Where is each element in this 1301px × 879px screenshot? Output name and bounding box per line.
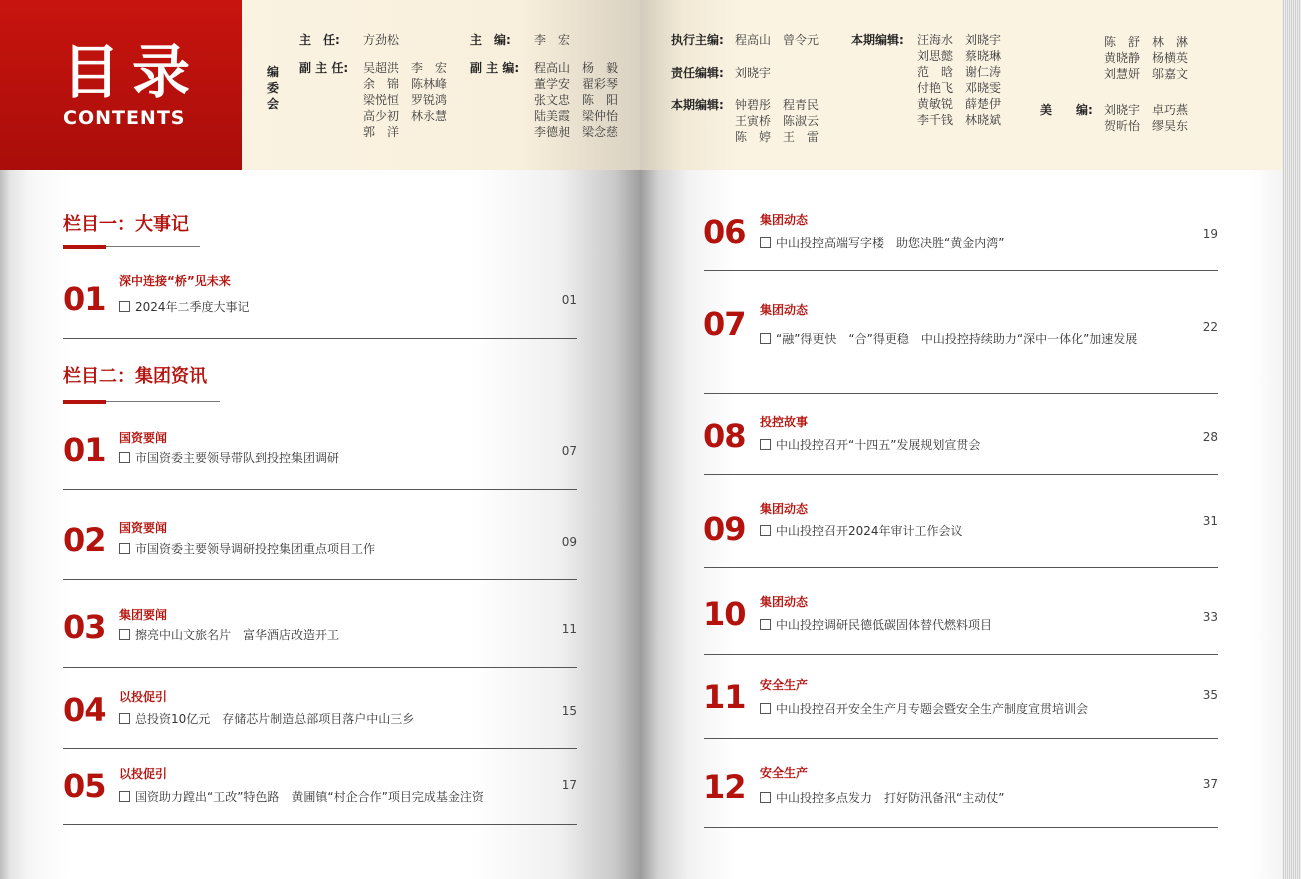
entry-title: 国资助力蹚出“工改”特色路 黄圃镇“村企合作”项目完成基金注资 bbox=[119, 787, 559, 807]
name-row: 刘晓宇 卓巧燕 bbox=[1104, 103, 1189, 117]
entry-divider bbox=[704, 738, 1218, 739]
checkbox-icon bbox=[760, 237, 771, 248]
entry-title: 中山投控高端写字楼 助您决胜“黄金内湾” bbox=[760, 233, 1190, 253]
checkbox-icon bbox=[119, 452, 130, 463]
checkbox-icon bbox=[119, 301, 130, 312]
entry-page: 33 bbox=[1202, 610, 1218, 624]
name-row: 陈 婷 王 雷 bbox=[735, 130, 820, 144]
vice-director-list bbox=[363, 60, 447, 140]
name-row: 钟碧彤 程青民 bbox=[735, 98, 820, 112]
entry-divider bbox=[63, 338, 577, 339]
entry-number: 07 bbox=[703, 305, 746, 343]
page-title: 目录 bbox=[62, 38, 203, 106]
title-block bbox=[0, 0, 242, 170]
entry-divider bbox=[704, 393, 1218, 394]
entry-page: 19 bbox=[1202, 227, 1218, 241]
name-row: 程高山 杨 毅 bbox=[534, 61, 619, 75]
name-row: 吴超洪 李 宏 bbox=[363, 61, 448, 75]
entry-title: 中山投控召开安全生产月专题会暨安全生产制度宣贯培训会 bbox=[760, 699, 1200, 719]
editor-label: 主 编: bbox=[470, 33, 511, 47]
entry-divider bbox=[63, 748, 577, 749]
entry-title: 市国资委主要领导带队到投控集团调研 bbox=[119, 448, 539, 468]
entry-number: 02 bbox=[63, 521, 106, 559]
entry-divider bbox=[63, 489, 577, 490]
entry-title: 中山投控多点发力 打好防汛备汛“主动仗” bbox=[760, 788, 1190, 808]
entry-title: 中山投控召开“十四五”发展规划宣贯会 bbox=[760, 435, 1190, 455]
entry-divider bbox=[63, 579, 577, 580]
entry-page: 22 bbox=[1202, 320, 1218, 334]
name-row: 张文忠 陈 阳 bbox=[534, 93, 619, 107]
entry-category: 以投促引 bbox=[119, 690, 168, 704]
name-row: 王寅桥 陈淑云 bbox=[735, 114, 820, 128]
name-row: 陆美霞 梁仲怡 bbox=[534, 109, 619, 123]
director-label: 主 任: bbox=[299, 33, 340, 47]
entry-divider bbox=[704, 474, 1218, 475]
entry-page: 11 bbox=[561, 622, 577, 636]
issue-editor-list bbox=[735, 97, 819, 145]
entry-title: 总投资10亿元 存储芯片制造总部项目落户中山三乡 bbox=[119, 709, 559, 729]
entry-category: 国资要闻 bbox=[119, 431, 168, 445]
name-row: 李德昶 梁念慈 bbox=[534, 125, 619, 139]
entry-category: 投控故事 bbox=[760, 415, 809, 429]
entry-category: 国资要闻 bbox=[119, 521, 168, 535]
checkbox-icon bbox=[760, 525, 771, 536]
entry-number: 01 bbox=[63, 280, 106, 318]
entry-number: 01 bbox=[63, 431, 106, 469]
entry-page: 17 bbox=[561, 778, 577, 792]
section-title: 栏目一：大事记 bbox=[63, 214, 189, 235]
art-editor-label: 美 编: bbox=[1040, 103, 1093, 117]
name-row: 汪海水 刘晓宇 bbox=[917, 33, 1002, 47]
entry-category: 集团动态 bbox=[760, 213, 809, 227]
entry-divider bbox=[704, 567, 1218, 568]
director-name: 方劲松 bbox=[363, 33, 400, 47]
entry-number: 12 bbox=[703, 768, 746, 806]
entry-category: 安全生产 bbox=[760, 678, 809, 692]
name-row: 刘慧妍 邬嘉文 bbox=[1104, 67, 1189, 81]
checkbox-icon bbox=[119, 791, 130, 802]
entry-number: 03 bbox=[63, 608, 106, 646]
issue-editor-label-2: 本期编辑: bbox=[851, 33, 904, 47]
section-title: 栏目二：集团资讯 bbox=[63, 366, 207, 387]
name-row: 高少初 林永慧 bbox=[363, 109, 448, 123]
section-accent bbox=[63, 400, 106, 404]
exec-editor-label: 执行主编: bbox=[671, 33, 724, 47]
checkbox-icon bbox=[119, 713, 130, 724]
name-row: 贺昕怡 缪昊东 bbox=[1104, 119, 1189, 133]
entry-category: 安全生产 bbox=[760, 766, 809, 780]
page-subtitle: CONTENTS bbox=[63, 107, 186, 129]
resp-editor-label: 责任编辑: bbox=[671, 66, 724, 80]
left-page bbox=[0, 0, 640, 879]
name-row: 郭 洋 bbox=[363, 125, 400, 139]
entry-page: 35 bbox=[1202, 688, 1218, 702]
entry-number: 10 bbox=[703, 595, 746, 633]
entry-page: 28 bbox=[1202, 430, 1218, 444]
entry-divider bbox=[704, 827, 1218, 828]
entry-title: 2024年二季度大事记 bbox=[119, 297, 539, 317]
entry-category: 集团动态 bbox=[760, 303, 809, 317]
checkbox-icon bbox=[760, 619, 771, 630]
entry-divider bbox=[704, 654, 1218, 655]
entry-number: 08 bbox=[703, 417, 746, 455]
vice-director-label: 副 主 任: bbox=[299, 61, 349, 75]
page-edges bbox=[1282, 0, 1301, 879]
entry-number: 04 bbox=[63, 691, 106, 729]
masthead-left bbox=[242, 0, 640, 170]
entry-category: 集团动态 bbox=[760, 502, 809, 516]
entry-title: 擦亮中山文旅名片 富华酒店改造开工 bbox=[119, 625, 539, 645]
committee-label: 编委会 bbox=[267, 65, 280, 111]
entry-page: 09 bbox=[561, 535, 577, 549]
section-accent bbox=[63, 245, 106, 249]
checkbox-icon bbox=[760, 792, 771, 803]
exec-editor-names: 程高山 曾令元 bbox=[735, 33, 820, 47]
issue-editor-label: 本期编辑: bbox=[671, 98, 724, 112]
entry-divider bbox=[63, 667, 577, 668]
checkbox-icon bbox=[119, 543, 130, 554]
entry-number: 11 bbox=[703, 678, 746, 716]
name-row: 付艳飞 邓晓雯 bbox=[917, 81, 1002, 95]
entry-number: 09 bbox=[703, 510, 746, 548]
name-row: 梁悦恒 罗锐鸿 bbox=[363, 93, 448, 107]
entry-title: “融”得更快 “合”得更稳 中山投控持续助力“深中一体化”加速发展 bbox=[760, 329, 1180, 349]
entry-page: 31 bbox=[1202, 514, 1218, 528]
entry-page: 37 bbox=[1202, 777, 1218, 791]
vice-editor-label: 副 主 编: bbox=[470, 61, 520, 75]
entry-page: 15 bbox=[561, 704, 577, 718]
extra-name-list bbox=[1104, 34, 1188, 82]
vice-editor-list bbox=[534, 60, 618, 140]
entry-category: 以投促引 bbox=[119, 767, 168, 781]
name-row: 黄敏锐 薛楚伊 bbox=[917, 97, 1002, 111]
right-page bbox=[640, 0, 1282, 879]
entry-number: 05 bbox=[63, 767, 106, 805]
checkbox-icon bbox=[760, 439, 771, 450]
checkbox-icon bbox=[760, 333, 771, 344]
art-editor-list bbox=[1104, 102, 1188, 134]
entry-number: 06 bbox=[703, 213, 746, 251]
entry-category: 集团要闻 bbox=[119, 608, 168, 622]
name-row: 董学安 翟彩琴 bbox=[534, 77, 619, 91]
name-row: 黄晓静 杨横英 bbox=[1104, 51, 1189, 65]
editor-name: 李 宏 bbox=[534, 33, 571, 47]
name-row: 余 锦 陈林峰 bbox=[363, 77, 448, 91]
masthead-right bbox=[640, 0, 1282, 170]
entry-title: 市国资委主要领导调研投控集团重点项目工作 bbox=[119, 539, 539, 559]
name-row: 李千钱 林晓斌 bbox=[917, 113, 1002, 127]
entry-divider bbox=[704, 270, 1218, 271]
resp-editor-name: 刘晓宇 bbox=[735, 66, 772, 80]
entry-title: 中山投控调研民德低碳固体替代燃料项目 bbox=[760, 615, 1190, 635]
entry-category: 集团动态 bbox=[760, 595, 809, 609]
entry-title: 中山投控召开2024年审计工作会议 bbox=[760, 521, 1190, 541]
entry-divider bbox=[63, 824, 577, 825]
entry-category: 深中连接“桥”见未来 bbox=[119, 274, 231, 288]
checkbox-icon bbox=[119, 629, 130, 640]
name-row: 刘思懿 蔡晓琳 bbox=[917, 49, 1002, 63]
entry-page: 01 bbox=[561, 293, 577, 307]
name-row: 陈 舒 林 淋 bbox=[1104, 35, 1189, 49]
entry-page: 07 bbox=[561, 444, 577, 458]
name-row: 范 晗 谢仁涛 bbox=[917, 65, 1002, 79]
issue-editor-list-2 bbox=[917, 32, 1001, 128]
checkbox-icon bbox=[760, 703, 771, 714]
